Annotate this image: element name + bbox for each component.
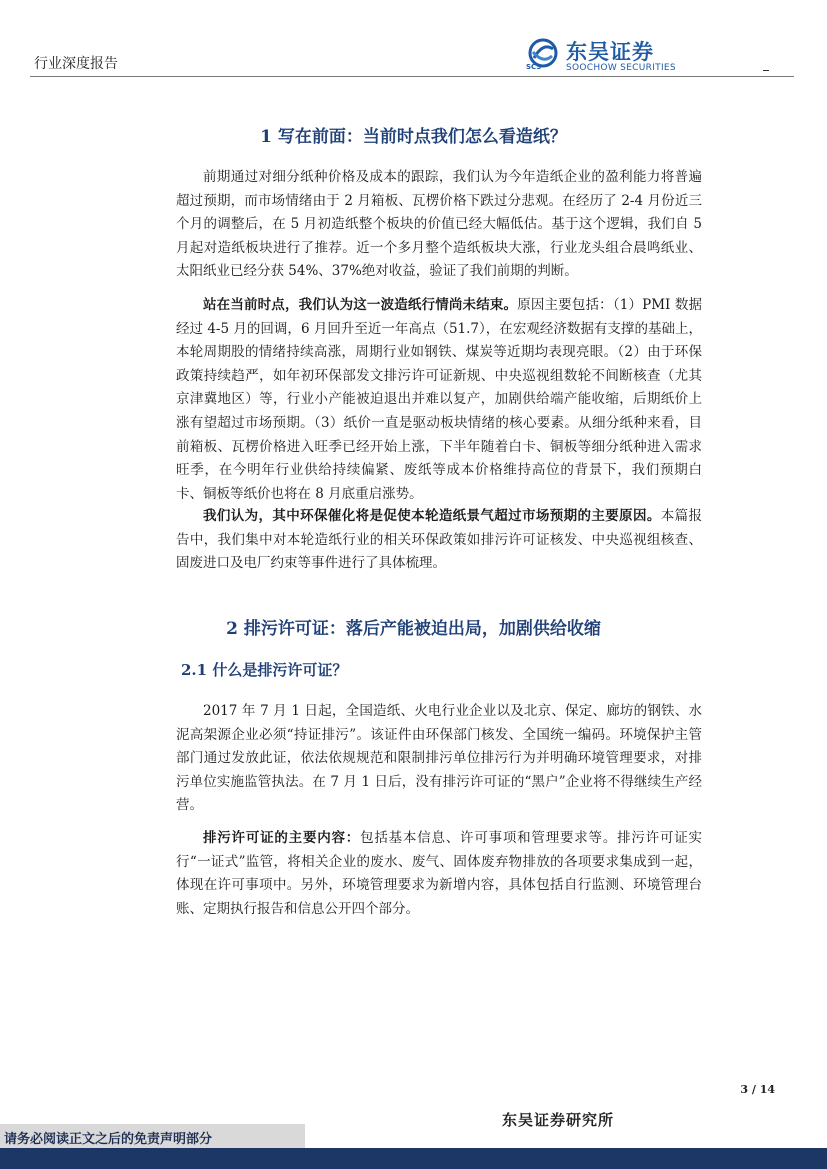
disclaimer-text: 请务必阅读正文之后的免责声明部分 [4, 1132, 213, 1147]
report-type-label: 行业深度报告 [34, 56, 118, 72]
paragraph-text: 原因主要包括：（1）PMI 数据经过 4-5 月的回调，6 月回升至近一年高点（51.7），在宏观经济数据有支撑的基础上，本轮周期股的情绪持续高涨，周期行业如钢铁、煤炭等近期均表现亮眼。（2）由于环保政策持续趋严，如年初环保部发文排污许可证新规、中央巡视组数轮不间断核查（尤其京津冀地区）等，行业小产能被迫退出并难以复产，加剧供给端产能收缩，后期纸价上涨有望超过市场预期。（3）纸价一直是驱动板块情绪的核心要素。从细分纸种来看，目前箱板、瓦楞价格进入旺季已经开始上涨，下半年随着白卡、铜板等细分纸种进入需求旺季，在今明年行业供给持续偏紧、废纸等成本价格维持高位的背景下，我们预期白卡、铜板等纸价也将在 8 月底重启涨势。 [176, 297, 703, 502]
footer-org-name: 东吴证券研究所 [502, 1111, 615, 1129]
paragraph-lead: 站在当前时点，我们认为这一波造纸行情尚未结束。 [203, 297, 518, 313]
header-dash [763, 70, 769, 71]
section-1-paragraph-1 [176, 166, 702, 284]
section-1-heading: 1 写在前面：当前时点我们怎么看造纸？ [260, 127, 567, 147]
paragraph-lead: 排污许可证的主要内容： [203, 830, 361, 846]
paragraph-text: 2017 年 7 月 1 日起，全国造纸、火电行业企业以及北京、保定、廊坊的钢铁、水泥高架源企业必须“持证排污”。该证件由环保部门核发、全国统一编码。环境保护主管部门通过发放此证，依法依规规范和限制排污单位排污行为并明确环境管理要求，对排污单位实施监管执法。在 7 月 1 日后，没有排污许可证的“黑户”企业将不得继续生产经营。 [176, 703, 702, 814]
paragraph-lead: 我们认为，其中环保催化将是促使本轮造纸景气超过市场预期的主要原因。 [203, 508, 661, 524]
section-2-paragraph-2 [176, 827, 702, 921]
logo-abbr: SCS [526, 63, 542, 71]
paragraph-text: 前期通过对细分纸种价格及成本的跟踪，我们认为今年造纸企业的盈利能力将普遍超过预期，而市场情绪由于 2 月箱板、瓦楞价格下跌过分悲观。在经历了 2-4 月份近三个月的调整后，在 5 月初造纸整个板块的价值已经大幅低估。基于这个逻辑，我们自 5 月起对造纸板块进行了推荐。近一个多月整个造纸板块大涨，行业龙头组合晨鸣纸业、太阳纸业已经分获 54%、37%绝对收益，验证了我们前期的判断。 [176, 169, 702, 280]
paragraph-text: 本篇报告中，我们集中对本轮造纸行业的相关环保政策如排污许可证核发、中央巡视组核查、固废进口及电厂约束等事件进行了具体梳理。 [176, 508, 703, 572]
section-1-paragraph-3 [176, 505, 702, 576]
logo-chinese-name: 东吴证券 [566, 40, 654, 64]
section-1-paragraph-2 [176, 294, 702, 506]
logo-english-name: SOOCHOW SECURITIES [566, 63, 676, 73]
paragraph-text: 包括基本信息、许可事项和管理要求等。排污许可证实行“一证式”监管，将相关企业的废水、废气、固体废弃物排放的各项要求集成到一起，体现在许可事项中。另外，环境管理要求为新增内容，具体包括自行监测、环境管理台账、定期执行报告和信息公开四个部分。 [176, 830, 703, 917]
disclaimer-banner [0, 1124, 305, 1148]
section-2-paragraph-1 [176, 700, 702, 818]
section-2-1-subheading: 2.1 什么是排污许可证？ [181, 661, 348, 679]
section-2-heading: 2 排污许可证：落后产能被迫出局，加剧供给收缩 [226, 619, 601, 639]
company-logo [526, 36, 696, 76]
header-divider [30, 76, 794, 77]
footer-band [0, 1148, 827, 1169]
page-number: 3 / 14 [740, 1083, 775, 1096]
